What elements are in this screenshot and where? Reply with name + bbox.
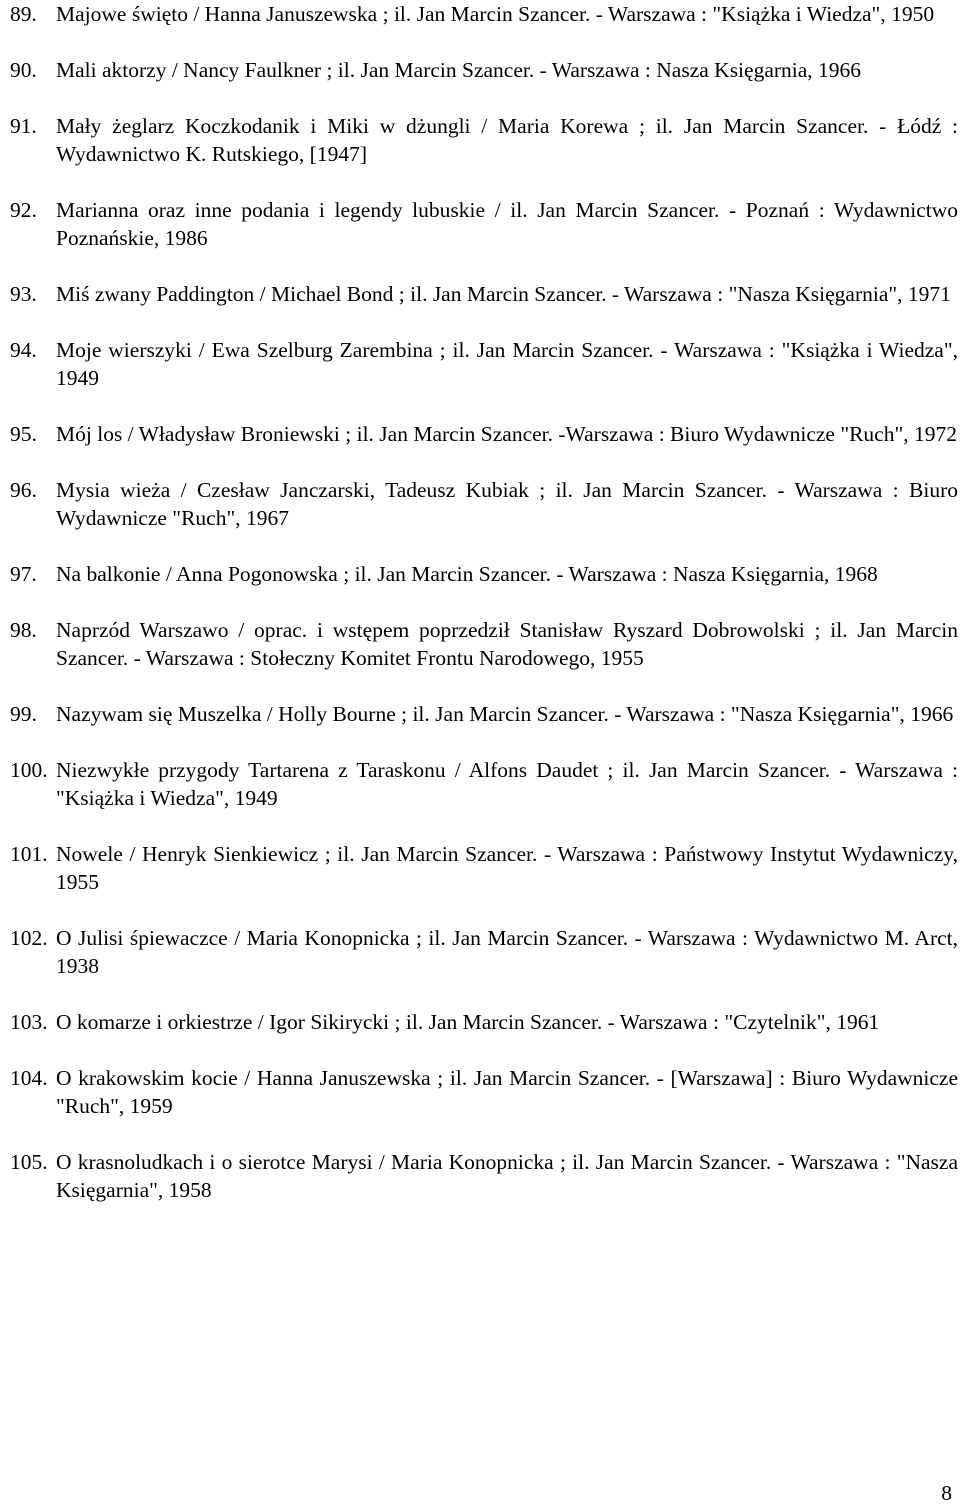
entry-text: O krakowskim kocie / Hanna Januszewska ; il. Jan Marcin Szancer. - [Warszawa] : Biuro Wydawnicze "Ruch", 1959	[56, 1066, 958, 1118]
list-item	[10, 196, 958, 252]
entry-number: 104.	[10, 1066, 48, 1090]
list-item	[10, 560, 958, 588]
entry-text: Mały żeglarz Koczkodanik i Miki w dżungli / Maria Korewa ; il. Jan Marcin Szancer. - Łódź : Wydawnictwo K. Rutskiego, [1947]	[56, 114, 958, 166]
list-item	[10, 700, 958, 728]
entry-number: 103.	[10, 1010, 48, 1034]
entry-text: O Julisi śpiewaczce / Maria Konopnicka ; il. Jan Marcin Szancer. - Warszawa : Wydawnictwo M. Arct, 1938	[56, 926, 958, 978]
entry-text: Marianna oraz inne podania i legendy lubuskie / il. Jan Marcin Szancer. - Poznań : Wydawnictwo Poznańskie, 1986	[56, 198, 958, 250]
list-item	[10, 420, 958, 448]
list-item	[10, 56, 958, 84]
page-number: 8	[941, 1481, 952, 1505]
list-item	[10, 756, 958, 812]
entry-text: Mali aktorzy / Nancy Faulkner ; il. Jan Marcin Szancer. - Warszawa : Nasza Księgarnia, 1966	[56, 58, 862, 82]
entry-number: 95.	[10, 422, 37, 446]
entry-text: Nazywam się Muszelka / Holly Bourne ; il. Jan Marcin Szancer. - Warszawa : "Nasza Księgarnia", 1966	[56, 702, 954, 726]
entry-number: 101.	[10, 842, 48, 866]
entry-number: 89.	[10, 2, 37, 26]
entry-number: 92.	[10, 198, 37, 222]
entry-number: 90.	[10, 58, 37, 82]
list-item	[10, 1008, 958, 1036]
list-item	[10, 336, 958, 392]
list-item	[10, 0, 958, 28]
entry-text: Nowele / Henryk Sienkiewicz ; il. Jan Marcin Szancer. - Warszawa : Państwowy Instytut Wydawniczy, 1955	[56, 842, 958, 894]
entry-text: Naprzód Warszawo / oprac. i wstępem poprzedził Stanisław Ryszard Dobrowolski ; il. Jan Marcin Szancer. - Warszawa : Stołeczny Komitet Frontu Narodowego, 1955	[56, 618, 958, 670]
entry-text: Moje wierszyki / Ewa Szelburg Zarembina ; il. Jan Marcin Szancer. - Warszawa : "Książka i Wiedza", 1949	[56, 338, 958, 390]
entry-text: Miś zwany Paddington / Michael Bond ; il. Jan Marcin Szancer. - Warszawa : "Nasza Księgarnia", 1971	[56, 282, 951, 306]
entry-number: 91.	[10, 114, 37, 138]
entry-number: 97.	[10, 562, 37, 586]
list-item	[10, 280, 958, 308]
entry-number: 93.	[10, 282, 37, 306]
list-item	[10, 112, 958, 168]
entry-number: 105.	[10, 1150, 48, 1174]
entry-text: O komarze i orkiestrze / Igor Sikirycki ; il. Jan Marcin Szancer. - Warszawa : "Czytelnik", 1961	[56, 1010, 880, 1034]
list-item	[10, 1148, 958, 1204]
entry-number: 100.	[10, 758, 48, 782]
entry-number: 98.	[10, 618, 37, 642]
list-item	[10, 616, 958, 672]
list-item	[10, 1064, 958, 1120]
entry-text: Mój los / Władysław Broniewski ; il. Jan Marcin Szancer. -Warszawa : Biuro Wydawnicze "Ruch", 1972	[56, 422, 958, 446]
list-item	[10, 924, 958, 980]
entry-number: 102.	[10, 926, 48, 950]
entry-text: Na balkonie / Anna Pogonowska ; il. Jan Marcin Szancer. - Warszawa : Nasza Księgarnia, 1968	[56, 562, 878, 586]
entry-number: 99.	[10, 702, 37, 726]
entry-number: 96.	[10, 478, 37, 502]
entry-text: Majowe święto / Hanna Januszewska ; il. Jan Marcin Szancer. - Warszawa : "Książka i Wiedza", 1950	[56, 2, 935, 26]
list-item	[10, 840, 958, 896]
bibliography-list	[10, 0, 958, 1232]
entry-text: O krasnoludkach i o sierotce Marysi / Maria Konopnicka ; il. Jan Marcin Szancer. - Warszawa : "Nasza Księgarnia", 1958	[56, 1150, 958, 1202]
entry-number: 94.	[10, 338, 37, 362]
entry-text: Niezwykłe przygody Tartarena z Taraskonu / Alfons Daudet ; il. Jan Marcin Szancer. - Warszawa : "Książka i Wiedza", 1949	[56, 758, 958, 810]
entry-text: Mysia wieża / Czesław Janczarski, Tadeusz Kubiak ; il. Jan Marcin Szancer. - Warszawa : Biuro Wydawnicze "Ruch", 1967	[56, 478, 958, 530]
list-item	[10, 476, 958, 532]
